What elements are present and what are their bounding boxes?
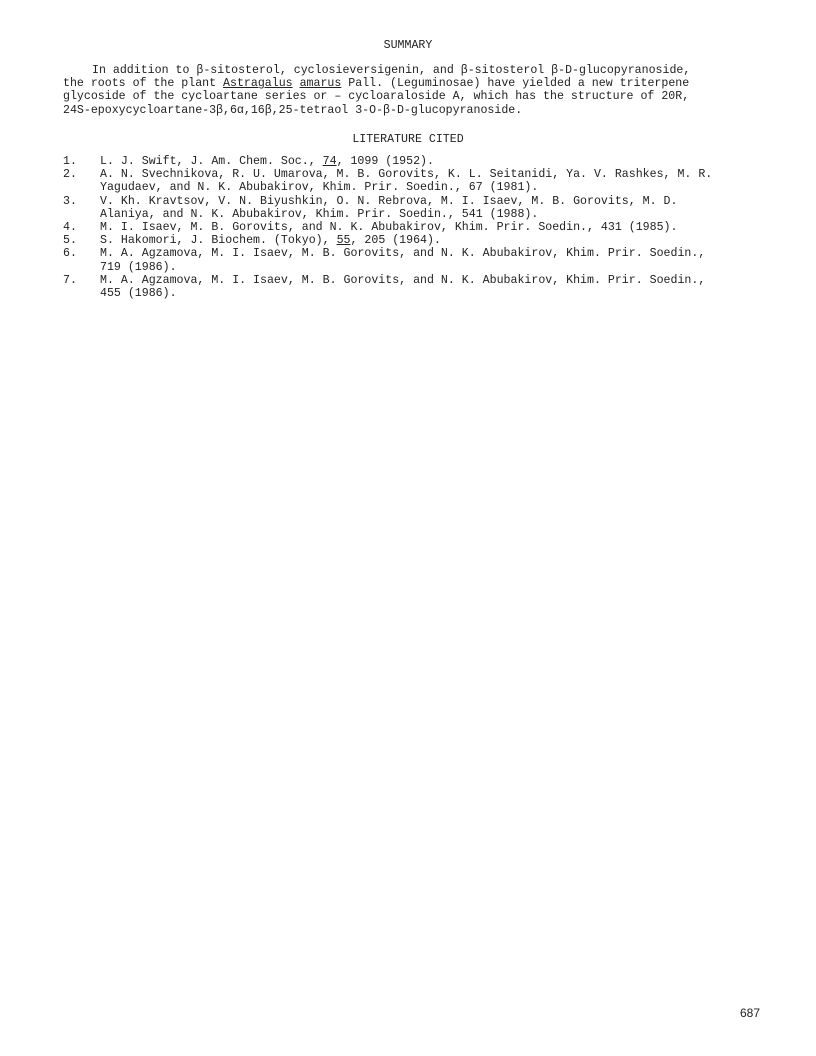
reference-text: A. N. Svechnikova, R. U. Umarova, M. B. Gorovits, K. L. Seitanidi, Ya. V. Rashkes, M. R. bbox=[100, 168, 713, 182]
summary-line-1 bbox=[63, 64, 753, 77]
reference-text: M. A. Agzamova, M. I. Isaev, M. B. Gorovits, and N. K. Abubakirov, Khim. Prir. Soedin., bbox=[100, 247, 706, 261]
page-number: 687 bbox=[739, 1006, 760, 1020]
reference-text-continued: 455 (1986). bbox=[100, 287, 177, 301]
genus-name: Astragalus bbox=[223, 77, 293, 91]
reference-text: M. I. Isaev, M. B. Gorovits, and N. K. Abubakirov, Khim. Prir. Soedin., 431 (1985). bbox=[100, 221, 678, 235]
reference-text: M. A. Agzamova, M. I. Isaev, M. B. Gorovits, and N. K. Abubakirov, Khim. Prir. Soedin., bbox=[100, 273, 706, 287]
reference-4 bbox=[63, 221, 763, 234]
reference-text-pre: L. J. Swift, J. Am. Chem. Soc., bbox=[100, 155, 323, 168]
literature-cited-heading: LITERATURE CITED bbox=[352, 133, 464, 146]
reference-text bbox=[100, 234, 763, 247]
summary-heading: SUMMARY bbox=[383, 39, 433, 52]
summary-line-3 bbox=[63, 90, 753, 103]
reference-text-continued: Yagudaev, and N. K. Abubakirov, Khim. Prir. Soedin., 67 (1981). bbox=[100, 181, 539, 195]
volume-number: 55 bbox=[336, 234, 351, 248]
reference-number: 7. bbox=[63, 273, 77, 287]
summary-line-4 bbox=[63, 104, 753, 117]
reference-7 bbox=[63, 274, 763, 300]
summary-paragraph bbox=[63, 64, 753, 117]
reference-6 bbox=[63, 247, 763, 273]
reference-text-post: , 205 (1964). bbox=[350, 234, 441, 248]
reference-list bbox=[63, 155, 763, 300]
reference-number: 4. bbox=[63, 221, 77, 235]
volume-number: 74 bbox=[322, 155, 337, 168]
summary-line-2-post: Pall. (Leguminosae) have yielded a new triterpene bbox=[341, 77, 690, 91]
reference-text bbox=[100, 155, 763, 168]
summary-line-1-text: In addition to β-sitosterol, cyclosieversigenin, and β-sitosterol β-D-glucopyranoside, bbox=[92, 64, 691, 77]
reference-5 bbox=[63, 234, 763, 247]
reference-text-pre: S. Hakomori, J. Biochem. (Tokyo), bbox=[100, 234, 337, 248]
reference-text: V. Kh. Kravtsov, V. N. Biyushkin, O. N. Rebrova, M. I. Isaev, M. B. Gorovits, M. D. bbox=[100, 194, 678, 208]
reference-number: 3. bbox=[63, 194, 77, 208]
reference-text-continued: 719 (1986). bbox=[100, 260, 177, 274]
reference-number: 5. bbox=[63, 234, 77, 248]
summary-line-4-text: 24S-epoxycycloartane-3β,6α,16β,25-tetraol 3-O-β-D-glucopyranoside. bbox=[63, 103, 523, 117]
reference-number: 1. bbox=[63, 155, 77, 168]
reference-1 bbox=[63, 155, 763, 168]
reference-text-post: , 1099 (1952). bbox=[336, 155, 434, 168]
summary-line-2-mid bbox=[293, 77, 300, 90]
reference-text-continued: Alaniya, and N. K. Abubakirov, Khim. Prir. Soedin., 541 (1988). bbox=[100, 207, 539, 221]
reference-2 bbox=[63, 168, 763, 194]
reference-3 bbox=[63, 195, 763, 221]
summary-line-2-pre: the roots of the plant bbox=[63, 77, 224, 91]
summary-line-2 bbox=[63, 77, 753, 90]
reference-number: 6. bbox=[63, 247, 77, 261]
species-name: amarus bbox=[299, 77, 342, 91]
reference-number: 2. bbox=[63, 168, 77, 182]
summary-line-3-text: glycoside of the cycloartane series or – cycloaraloside A, which has the structure of 20R, bbox=[63, 90, 690, 104]
